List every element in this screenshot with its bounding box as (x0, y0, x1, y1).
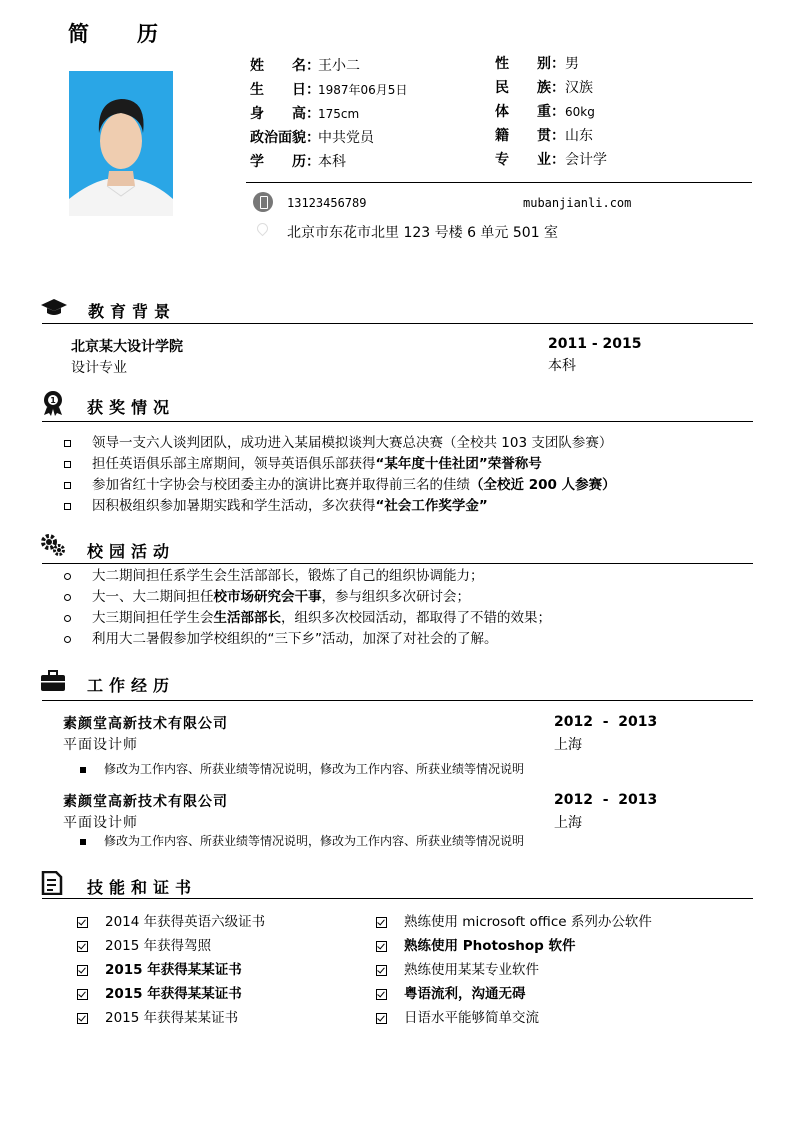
skill-item: 熟练使用 microsoft office 系列办公软件 (376, 910, 652, 934)
work-divider (42, 700, 753, 701)
checkbox-icon (376, 917, 387, 928)
info-item-hometown: 籍 贯：山东 (495, 128, 593, 144)
checkbox-icon (376, 965, 387, 976)
checkbox-icon (77, 965, 88, 976)
checkbox-icon (77, 1013, 88, 1024)
section-title-campus: 校园活动 (87, 542, 176, 561)
list-item: 大二期间担任系学生会生活部部长，锻炼了自己的组织协调能力； (64, 566, 551, 587)
skill-item: 2015 年获得某某证书 (77, 958, 265, 982)
list-item: 大三期间担任学生会生活部部长，组织多次校园活动，都取得了不错的效果； (64, 608, 551, 629)
location-icon (255, 221, 271, 237)
skills-divider (42, 898, 753, 899)
address: 北京市东花市北里 123 号楼 6 单元 501 室 (287, 225, 559, 241)
checkbox-icon (77, 917, 88, 928)
list-item: 大一、大二期间担任校市场研究会干事，参与组织多次研讨会； (64, 587, 551, 608)
job-description: 修改为工作内容、所获业绩等情况说明，修改为工作内容、所获业绩等情况说明 (80, 832, 524, 849)
job-company: 素颜堂高新技术有限公司 (63, 716, 228, 732)
briefcase-icon (40, 670, 66, 696)
skills-left-list (77, 910, 265, 1030)
awards-list (64, 433, 616, 517)
checkbox-icon (376, 989, 387, 1000)
section-title-work: 工作经历 (87, 676, 176, 695)
list-item: 参加省红十字协会与校团委主办的演讲比赛并取得前三名的佳绩（全校近 200 人参赛） (64, 475, 616, 496)
job-city: 上海 (554, 737, 582, 753)
website: mubanjianli.com (523, 196, 632, 210)
skill-item: 熟练使用 Photoshop 软件 (376, 934, 652, 958)
education-years: 2011 - 2015 (548, 336, 642, 352)
info-item-weight: 体 重：60kg (495, 104, 595, 120)
skill-item: 日语水平能够简单交流 (376, 1006, 652, 1030)
list-item: 领导一支六人谈判团队，成功进入某届模拟谈判大赛总决赛（全校共 103 支团队参赛） (64, 433, 616, 454)
job-city: 上海 (554, 815, 582, 831)
info-left (250, 54, 407, 174)
list-item: 担任英语俱乐部主席期间，领导英语俱乐部获得“某年度十佳社团”荣誉称号 (64, 454, 616, 475)
job-years: 2012 - 2013 (554, 792, 658, 808)
info-right (495, 52, 607, 172)
skill-item: 粤语流利，沟通无碍 (376, 982, 652, 1006)
section-title-education: 教育背景 (88, 302, 177, 321)
job-company: 素颜堂高新技术有限公司 (63, 794, 228, 810)
info-divider (246, 182, 752, 183)
skill-item: 2014 年获得英语六级证书 (77, 910, 265, 934)
checkbox-icon (77, 941, 88, 952)
job-role: 平面设计师 (63, 815, 138, 831)
portrait-image (69, 71, 173, 216)
info-item-gender: 性 别：男 (495, 56, 579, 72)
section-title-awards: 获奖情况 (87, 398, 176, 417)
school-name: 北京某大设计学院 (71, 339, 183, 355)
skill-item: 2015 年获得某某证书 (77, 982, 265, 1006)
job-years: 2012 - 2013 (554, 714, 658, 730)
list-item: 因积极组织参加暑期实践和学生活动，多次获得“社会工作奖学金” (64, 496, 616, 517)
info-item-major: 专 业：会计学 (495, 152, 607, 168)
info-item-height: 身 高：175cm (250, 106, 360, 122)
checkbox-icon (376, 941, 387, 952)
checkbox-icon (77, 989, 88, 1000)
section-title-skills: 技能和证书 (87, 878, 198, 897)
checkbox-icon (376, 1013, 387, 1024)
medal-icon (42, 390, 64, 420)
info-item-politics: 政治面貌：中共党员 (250, 130, 374, 146)
skill-item: 2015 年获得驾照 (77, 934, 265, 958)
document-icon (41, 871, 63, 899)
page-title: 简 历 (68, 22, 162, 46)
skills-right-list (376, 910, 652, 1030)
phone-number: 13123456789 (287, 196, 367, 210)
graduation-cap-icon (40, 297, 68, 321)
info-item-ethnicity: 民 族：汉族 (495, 80, 593, 96)
school-major: 设计专业 (71, 360, 127, 376)
education-divider (42, 323, 753, 324)
info-item-birthday: 生 日：1987年06月5日 (250, 82, 408, 98)
profile-photo (69, 71, 173, 216)
job-description: 修改为工作内容、所获业绩等情况说明，修改为工作内容、所获业绩等情况说明 (80, 760, 524, 777)
skill-item: 2015 年获得某某证书 (77, 1006, 265, 1030)
campus-list (64, 566, 551, 650)
awards-divider (42, 421, 753, 422)
phone-icon (253, 192, 273, 212)
info-item-name: 姓 名：王小二 (250, 58, 360, 74)
skill-item: 熟练使用某某专业软件 (376, 958, 652, 982)
svg-text:1: 1 (50, 396, 56, 405)
list-item: 利用大二暑假参加学校组织的“三下乡”活动，加深了对社会的了解。 (64, 629, 551, 650)
job-role: 平面设计师 (63, 737, 138, 753)
campus-divider (42, 563, 753, 564)
info-item-education: 学 历：本科 (250, 154, 346, 170)
gears-icon (40, 533, 66, 561)
education-degree: 本科 (548, 358, 576, 374)
